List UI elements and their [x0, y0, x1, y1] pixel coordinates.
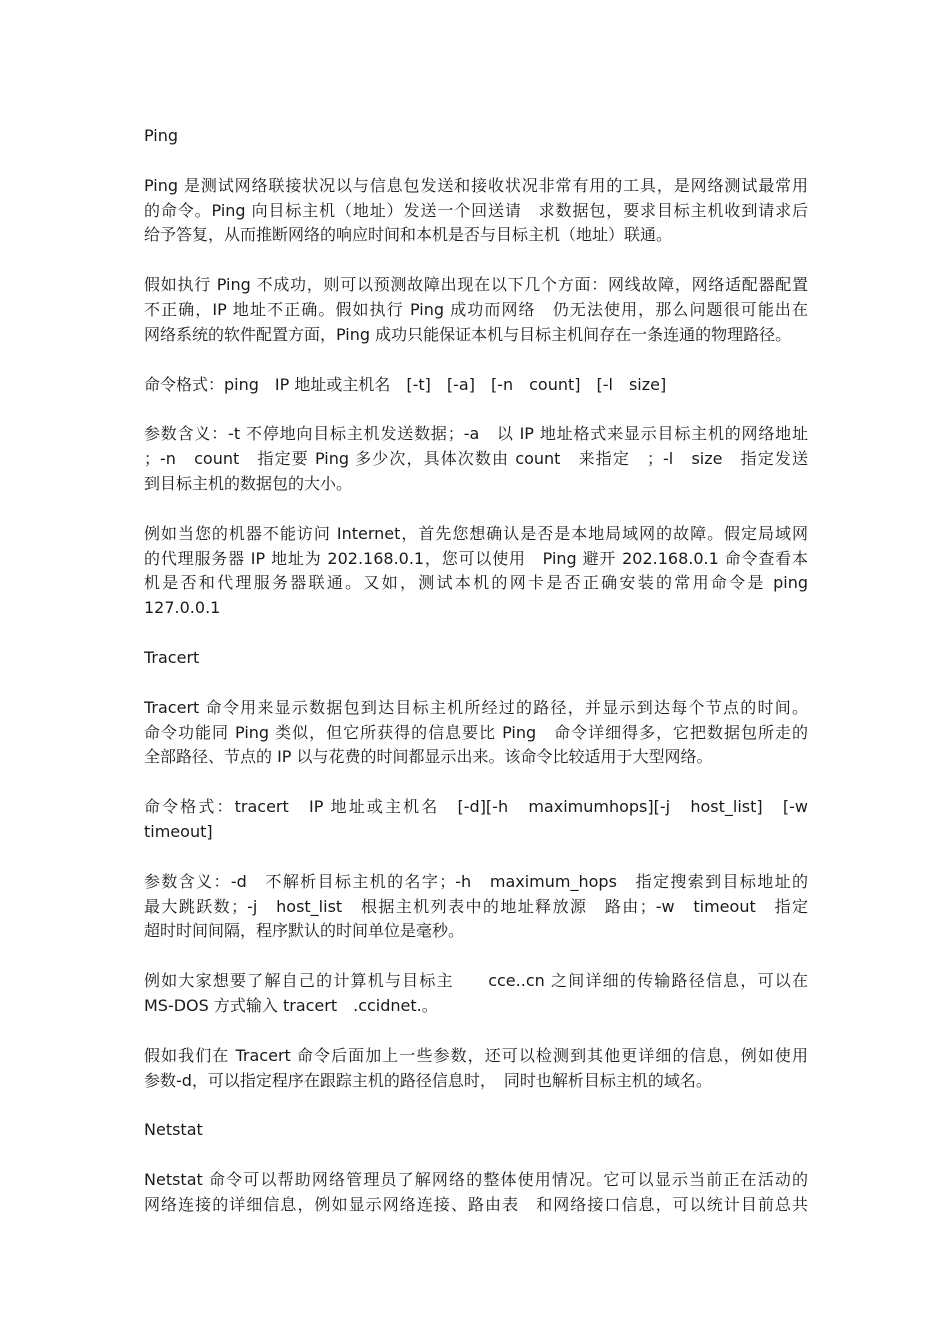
text-line: 到目标主机的数据包的大小。 [144, 473, 353, 493]
text-line: 例如大家想要了解自己的计算机与目标主 cce..cn 之间详细的传输路径信息，可以在 [144, 971, 808, 991]
paragraph [144, 969, 808, 1019]
text-line: 的命令。Ping 向目标主机（地址）发送一个回送请 求数据包，要求目标主机收到请求后 [144, 200, 808, 220]
paragraph [144, 696, 808, 770]
paragraph [144, 273, 808, 347]
text-line: 网络系统的软件配置方面，Ping 成功只能保证本机与目标主机间存在一条连通的物理路径。 [144, 324, 792, 344]
text-line: 命令格式：ping IP 地址或主机名 [-t] [-a] [-n count] [-l size] [144, 374, 667, 394]
paragraph [144, 174, 808, 248]
paragraph [144, 373, 808, 398]
section-heading-ping: Ping [144, 126, 179, 145]
text-line: 假如执行 Ping 不成功，则可以预测故障出现在以下几个方面：网线故障，网络适配器配置 [144, 275, 808, 295]
text-line: 的代理服务器 IP 地址为 202.168.0.1，您可以使用 Ping 避开 202.168.0.1 命令查看本 [144, 548, 808, 568]
text-line: Ping 是测试网络联接状况以与信息包发送和接收状况非常有用的工具，是网络测试最常用 [144, 175, 808, 195]
text-line: 超时时间间隔，程序默认的时间单位是毫秒。 [144, 921, 465, 941]
paragraph [144, 795, 808, 845]
text-line: 命令格式：tracert IP 地址或主机名 [-d][-h maximumhops][-j host_list] [-w [144, 797, 808, 817]
text-line: 全部路径、节点的 IP 以与花费的时间都显示出来。该命令比较适用于大型网络。 [144, 747, 713, 767]
paragraph [144, 522, 808, 621]
text-line: ；-n count 指定要 Ping 多少次，具体次数由 count 来指定 ；-l size 指定发送 [144, 449, 808, 469]
text-line: 例如当您的机器不能访问 Internet，首先您想确认是否是本地局域网的故障。假定局域网 [144, 523, 808, 543]
text-line: 参数含义：-d 不解析目标主机的名字；-h maximum_hops 指定搜索到目标地址的 [144, 871, 808, 891]
text-line: 机是否和代理服务器联通。又如，测试本机的网卡是否正确安装的常用命令是 ping [144, 573, 808, 593]
paragraph [144, 870, 808, 944]
section-heading-netstat: Netstat [144, 1120, 203, 1140]
paragraph [144, 422, 808, 496]
section-heading-tracert: Tracert [144, 647, 200, 667]
text-line: 参数含义：-t 不停地向目标主机发送数据；-a 以 IP 地址格式来显示目标主机的网络地址 [144, 424, 808, 444]
text-line: 假如我们在 Tracert 命令后面加上一些参数，还可以检测到其他更详细的信息，例如使用 [144, 1045, 808, 1065]
text-line: Netstat 命令可以帮助网络管理员了解网络的整体使用情况。它可以显示当前正在活动的 [144, 1170, 808, 1190]
text-line: 命令功能同 Ping 类似，但它所获得的信息要比 Ping 命令详细得多，它把数据包所走的 [144, 722, 808, 742]
paragraph [144, 1044, 808, 1094]
text-line: 最大跳跃数；-j host_list 根据主机列表中的地址释放源 路由；-w timeout 指定 [144, 896, 808, 916]
text-line: 不正确，IP 地址不正确。假如执行 Ping 成功而网络 仍无法使用，那么问题很可能出在 [144, 299, 808, 319]
paragraph [144, 1168, 808, 1218]
text-line: Tracert 命令用来显示数据包到达目标主机所经过的路径，并显示到达每个节点的时间。 [144, 697, 808, 717]
text-line: 参数-d，可以指定程序在跟踪主机的路径信息时， 同时也解析目标主机的域名。 [144, 1070, 712, 1090]
text-line: 给予答复，从而推断网络的响应时间和本机是否与目标主机（地址）联通。 [144, 225, 673, 245]
document-page [144, 124, 808, 1243]
text-line: 127.0.0.1 [144, 598, 221, 618]
text-line: 网络连接的详细信息，例如显示网络连接、路由表 和网络接口信息，可以统计目前总共 [144, 1194, 808, 1214]
text-line: timeout] [144, 821, 213, 841]
text-line: MS-DOS 方式输入 tracert .ccidnet.。 [144, 995, 438, 1015]
